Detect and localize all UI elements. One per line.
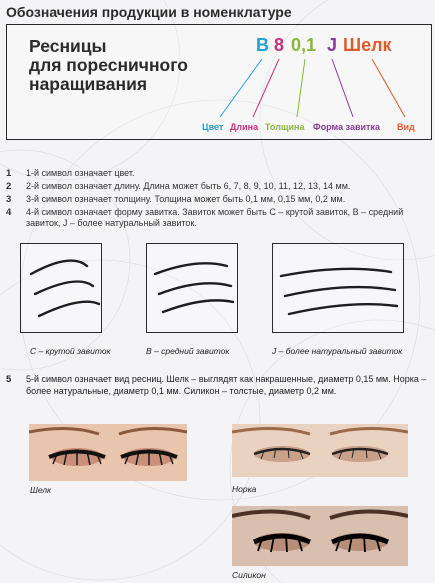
curl-j-caption: J – более натуральный завиток <box>272 346 403 356</box>
list-item <box>6 194 426 205</box>
code-thickness: 0,1 <box>291 35 317 55</box>
list-item-5 <box>6 374 428 397</box>
nomenclature-box <box>6 24 432 140</box>
heading-line: для поресничного <box>29 55 188 75</box>
code-length: 8 <box>274 35 285 55</box>
silicone-lashes-photo <box>232 506 408 566</box>
description-list <box>6 168 426 231</box>
silicone-caption: Силикон <box>232 570 266 580</box>
item-number: 5 <box>6 374 12 385</box>
item-text: 1-й символ означает цвет. <box>26 168 135 178</box>
item-text: 5-й символ означает вид ресниц. Шелк – выглядят как накрашенные, диаметр 0,15 мм. Норка – более натуральные, диаметр 0,1 мм. Силикон – толстые, диаметр 0,2 мм. <box>26 374 427 396</box>
list-item <box>6 374 428 399</box>
item-number: 1 <box>6 168 12 179</box>
curl-c-illustration <box>20 243 102 333</box>
list-item <box>6 181 426 192</box>
item-text: 2-й символ означает длину. Длина может быть 6, 7, 8, 9, 10, 11, 12, 13, 14 мм. <box>26 181 351 191</box>
item-number: 2 <box>6 181 12 192</box>
label-thickness: Толщина <box>265 122 305 132</box>
curl-j-illustration <box>272 243 404 333</box>
list-item <box>6 168 426 179</box>
label-type: Вид <box>397 122 415 132</box>
item-number: 4 <box>6 207 12 218</box>
list-item <box>6 207 426 229</box>
curl-c-caption: С – крутой завиток <box>30 346 111 356</box>
silk-caption: Шелк <box>30 485 52 495</box>
item-text: 4-й символ означает форму завитка. Завиток может быть С – крутой завиток, В – средний завиток, J – более натуральный завиток. <box>26 207 404 228</box>
page-title: Обозначения продукции в номенклатуре <box>6 4 292 20</box>
curl-b-illustration <box>146 243 238 333</box>
code-curl: J <box>327 35 338 55</box>
item-text: 3-й символ означает толщину. Толщина может быть 0,1 мм, 0,15 мм, 0,2 мм. <box>26 194 346 204</box>
label-length: Длина <box>230 122 259 132</box>
code-color: B <box>256 35 269 55</box>
mink-caption: Норка <box>232 484 257 494</box>
label-color: Цвет <box>202 122 224 132</box>
heading-line: наращивания <box>29 74 148 94</box>
item-number: 3 <box>6 194 12 205</box>
code-type: Шелк <box>343 35 392 55</box>
silk-lashes-photo <box>29 424 187 481</box>
heading-line: Ресницы <box>29 36 107 56</box>
label-curl-shape: Форма завитка <box>313 122 380 132</box>
mink-lashes-photo <box>232 424 408 477</box>
curl-b-caption: В – средний завиток <box>146 346 230 356</box>
